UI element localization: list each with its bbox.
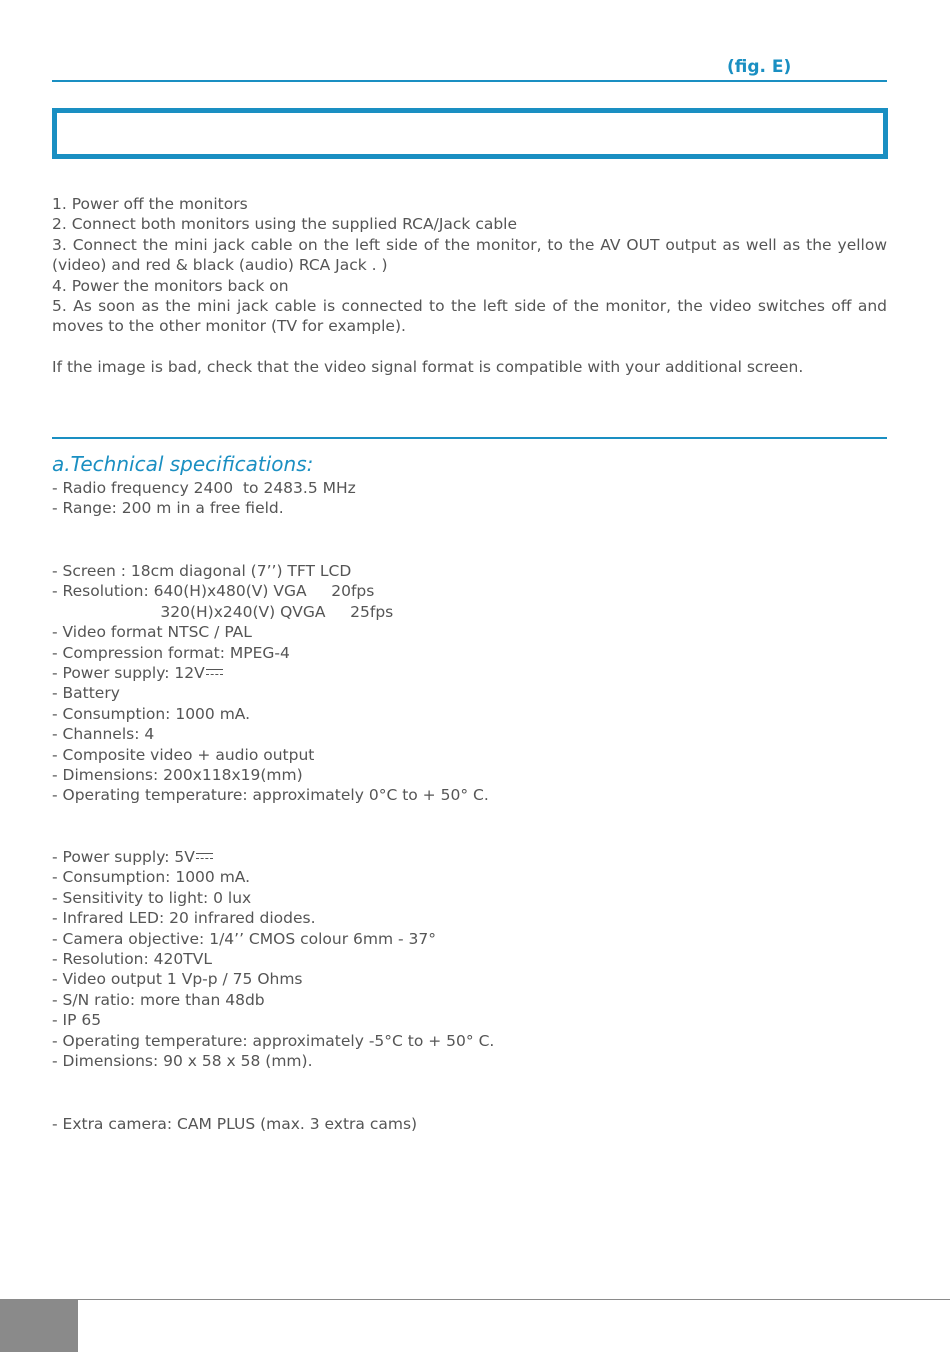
spec-item: 320(H)x240(V) QVGA 25fps [52,602,394,621]
spec-text: - Power supply: 12V [52,664,205,683]
step-item: 3. Connect the mini jack cable on the left side of the monitor, to the AV OUT output as well as the yellow (video) and red & black (audio) RCA Jack . ) [52,235,887,275]
note-paragraph: If the image is bad, check that the video signal format is compatible with your additional screen. [52,358,804,376]
step-item: 1. Power off the monitors [52,195,248,213]
step-item: 2. Connect both monitors using the supplied RCA/Jack cable [52,215,518,234]
spec-item: - Operating temperature: approximately -5°C to + 50° C. [52,1031,495,1050]
spec-item: - Composite video + audio output [52,745,315,764]
spec-item: - Infrared LED: 20 infrared diodes. [52,909,316,928]
spec-item: - Video format NTSC / PAL [52,623,252,642]
section-title-box [52,108,888,159]
spec-text: - Power supply: 5V [52,848,195,866]
options-specs [52,1114,417,1134]
monitor-specs [52,561,489,806]
spec-item: - Operating temperature: approximately 0°C to + 50° C. [52,786,489,805]
spec-item: - Video output 1 Vp-p / 75 Ohms [52,970,303,989]
page-number-tab [0,1299,78,1352]
spec-item: - Resolution: 640(H)x480(V) VGA 20fps [52,582,375,601]
spec-item: - IP 65 [52,1011,102,1030]
spec-item: - Consumption: 1000 mA. [52,868,251,887]
spec-item: - Radio frequency 2400 to 2483.5 MHz [52,479,356,497]
spec-item: - Range: 200 m in a free field. [52,499,284,518]
spec-item [52,847,494,867]
spec-item: - S/N ratio: more than 48db [52,990,265,1009]
figure-reference: (fig. E) [727,57,792,77]
spec-item [52,663,489,683]
spec-item: - Extra camera: CAM PLUS (max. 3 extra cams) [52,1115,418,1133]
step-item: 4. Power the monitors back on [52,276,289,295]
radio-specs [52,478,356,519]
dc-power-icon [196,853,213,862]
spec-item: - Consumption: 1000 mA. [52,704,251,723]
header-divider [52,80,887,82]
dc-power-icon [206,669,223,678]
connection-steps [52,194,887,337]
spec-item: - Resolution: 420TVL [52,950,212,969]
step-item: 5. As soon as the mini jack cable is connected to the left side of the monitor, the video switches off and moves to the other monitor (TV for example). [52,297,887,336]
spec-item: - Screen : 18cm diagonal (7’’) TFT LCD [52,562,352,580]
camera-specs [52,847,494,1071]
section-divider [52,437,887,439]
spec-item: - Sensitivity to light: 0 lux [52,888,252,907]
spec-item: - Dimensions: 90 x 58 x 58 (mm). [52,1052,313,1071]
spec-item: - Channels: 4 [52,725,155,744]
spec-item: - Battery [52,684,120,703]
spec-item: - Compression format: MPEG-4 [52,643,290,662]
section-heading: a.Technical specifications: [52,452,314,476]
footer-divider [0,1299,950,1300]
spec-item: - Dimensions: 200x118x19(mm) [52,766,303,785]
spec-item: - Camera objective: 1/4’’ CMOS colour 6mm - 37° [52,929,436,948]
